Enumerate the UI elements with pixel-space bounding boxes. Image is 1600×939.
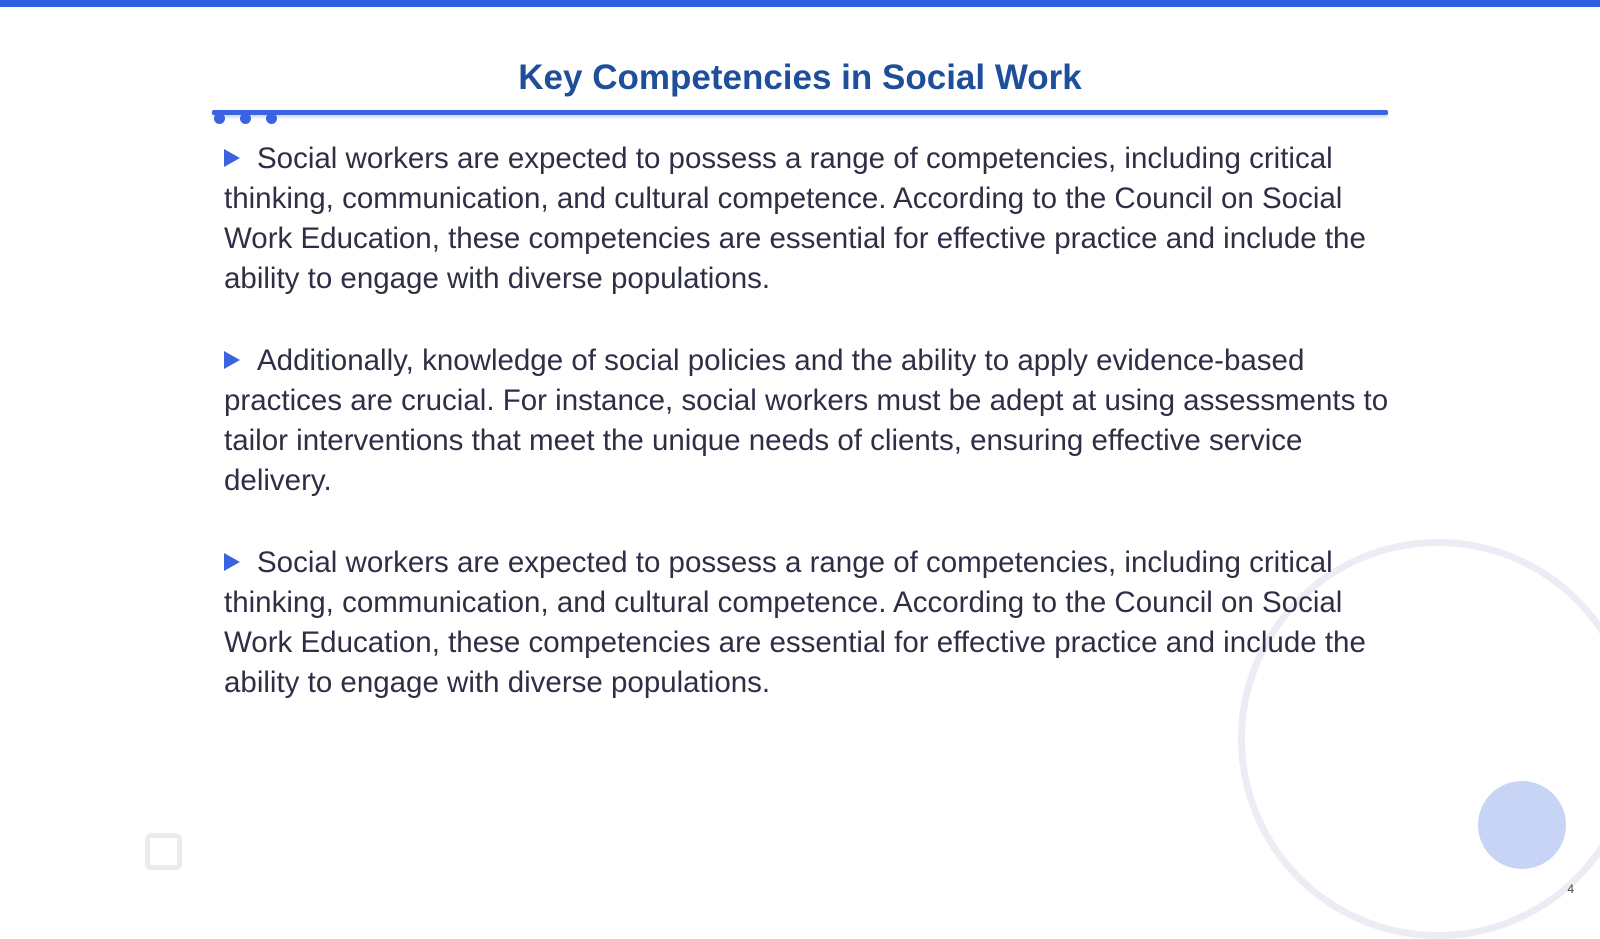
bullet-text: Social workers are expected to possess a range of competencies, including critical thinking, communication, and cultural competence. According to the Council on Social Work Education, these competencies are essential for effective practice and include the ability to engage with diverse populations. bbox=[224, 546, 1366, 699]
decorative-square bbox=[145, 833, 182, 870]
triangle-bullet-icon bbox=[224, 553, 240, 571]
bullet-item bbox=[224, 139, 1394, 299]
underline-dot bbox=[240, 113, 251, 124]
top-accent-bar bbox=[0, 0, 1600, 7]
underline-dot bbox=[266, 113, 277, 124]
triangle-bullet-icon bbox=[224, 149, 240, 167]
triangle-bullet-icon bbox=[224, 351, 240, 369]
underline-dot bbox=[214, 113, 225, 124]
decorative-circle bbox=[1478, 781, 1566, 869]
bullet-text: Additionally, knowledge of social policies and the ability to apply evidence-based practices are crucial. For instance, social workers must be adept at using assessments to tailor interventions that meet the unique needs of clients, ensuring effective service delivery. bbox=[224, 344, 1389, 497]
title-underline bbox=[212, 110, 1388, 115]
page-number: 4 bbox=[1567, 882, 1574, 896]
bullet-text: Social workers are expected to possess a range of competencies, including critical thinking, communication, and cultural competence. According to the Council on Social Work Education, these competencies are essential for effective practice and include the ability to engage with diverse populations. bbox=[224, 142, 1366, 295]
bullet-item bbox=[224, 341, 1394, 501]
bullet-list bbox=[224, 139, 1394, 745]
slide-title: Key Competencies in Social Work bbox=[518, 58, 1082, 97]
bullet-item bbox=[224, 543, 1394, 703]
